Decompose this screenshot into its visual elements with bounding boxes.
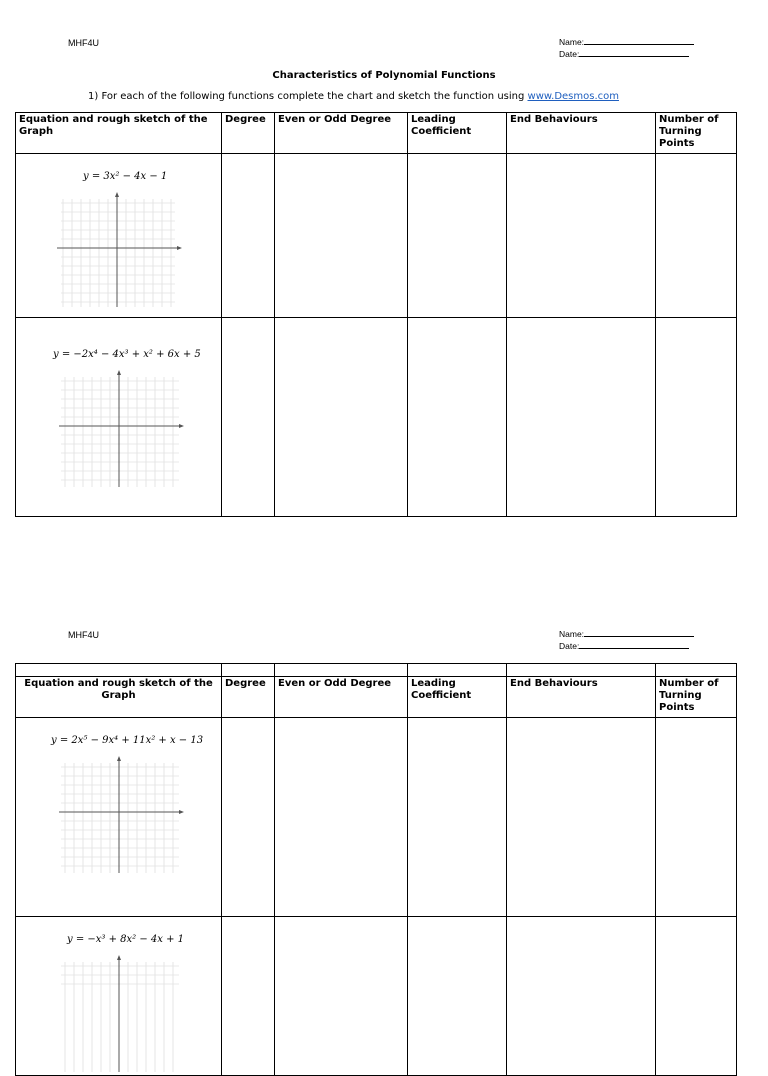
turning-points-cell[interactable] — [656, 318, 737, 517]
header-even-odd: Even or Odd Degree — [275, 677, 408, 718]
header-end-behaviours: End Behaviours — [507, 677, 656, 718]
leading-coefficient-cell[interactable] — [408, 917, 507, 1076]
instruction — [88, 91, 619, 102]
characteristics-table — [15, 112, 737, 517]
equation-cell — [16, 917, 222, 1076]
degree-cell[interactable] — [222, 154, 275, 318]
instruction-text: 1) For each of the following functions complete the chart and sketch the function using — [88, 91, 528, 102]
even-odd-cell[interactable] — [275, 154, 408, 318]
equation: y = −2x⁴ − 4x³ + x² + 6x + 5 — [53, 349, 201, 360]
x-axis-arrow-icon — [179, 810, 184, 814]
name-label: Name: — [559, 37, 585, 47]
date-field-line[interactable] — [579, 640, 689, 649]
table-row — [16, 154, 737, 318]
degree-cell[interactable] — [222, 917, 275, 1076]
table-header-row — [16, 113, 737, 154]
end-behaviours-cell[interactable] — [507, 718, 656, 917]
name-field-line[interactable] — [584, 36, 694, 45]
table-row — [16, 318, 737, 517]
equation: y = 2x⁵ − 9x⁴ + 11x² + x − 13 — [51, 735, 204, 746]
date-field-line[interactable] — [579, 48, 689, 57]
equation-cell — [16, 318, 222, 517]
equation-cell — [16, 154, 222, 318]
name-date-block — [559, 628, 694, 652]
table-row — [16, 718, 737, 917]
header-turning-points: Number of Turning Points — [656, 113, 737, 154]
turning-points-cell[interactable] — [656, 154, 737, 318]
equation-cell — [16, 718, 222, 917]
turning-points-cell[interactable] — [656, 718, 737, 917]
leading-coefficient-cell[interactable] — [408, 318, 507, 517]
x-axis-arrow-icon — [177, 246, 182, 250]
turning-points-cell[interactable] — [656, 917, 737, 1076]
coordinate-grid[interactable] — [53, 189, 183, 309]
y-axis-arrow-icon — [115, 192, 119, 197]
degree-cell[interactable] — [222, 718, 275, 917]
header-degree: Degree — [222, 677, 275, 718]
worksheet-title: Characteristics of Polynomial Functions — [272, 70, 496, 81]
header-equation: Equation and rough sketch of the Graph — [16, 677, 222, 718]
end-behaviours-cell[interactable] — [507, 917, 656, 1076]
leading-coefficient-cell[interactable] — [408, 154, 507, 318]
header-even-odd: Even or Odd Degree — [275, 113, 408, 154]
header-leading-coefficient: Leading Coefficient — [408, 677, 507, 718]
course-code: MHF4U — [68, 630, 99, 640]
equation: y = −x³ + 8x² − 4x + 1 — [67, 934, 184, 945]
y-axis-arrow-icon — [117, 955, 121, 960]
course-code: MHF4U — [68, 38, 99, 48]
even-odd-cell[interactable] — [275, 917, 408, 1076]
characteristics-table — [15, 663, 737, 1076]
x-axis-arrow-icon — [179, 424, 184, 428]
date-label: Date: — [559, 49, 580, 59]
y-axis-arrow-icon — [117, 756, 121, 761]
leading-coefficient-cell[interactable] — [408, 718, 507, 917]
equation: y = 3x² − 4x − 1 — [83, 171, 168, 182]
y-axis-arrow-icon — [117, 370, 121, 375]
header-turning-points: Number of Turning Points — [656, 677, 737, 718]
even-odd-cell[interactable] — [275, 718, 408, 917]
coordinate-grid[interactable] — [57, 367, 187, 489]
coordinate-grid[interactable] — [57, 952, 187, 1074]
date-label: Date: — [559, 641, 580, 651]
header-leading-coefficient: Leading Coefficient — [408, 113, 507, 154]
end-behaviours-cell[interactable] — [507, 318, 656, 517]
even-odd-cell[interactable] — [275, 318, 408, 517]
degree-cell[interactable] — [222, 318, 275, 517]
table-header-row — [16, 677, 737, 718]
table-spacer-row — [16, 664, 737, 677]
name-field-line[interactable] — [584, 628, 694, 637]
name-label: Name: — [559, 629, 585, 639]
header-end-behaviours: End Behaviours — [507, 113, 656, 154]
header-equation: Equation and rough sketch of the Graph — [16, 113, 222, 154]
name-date-block — [559, 36, 694, 60]
table-row — [16, 917, 737, 1076]
coordinate-grid[interactable] — [57, 753, 187, 875]
header-degree: Degree — [222, 113, 275, 154]
end-behaviours-cell[interactable] — [507, 154, 656, 318]
worksheet-page-2 — [0, 620, 768, 1024]
desmos-link[interactable]: www.Desmos.com — [527, 91, 619, 102]
